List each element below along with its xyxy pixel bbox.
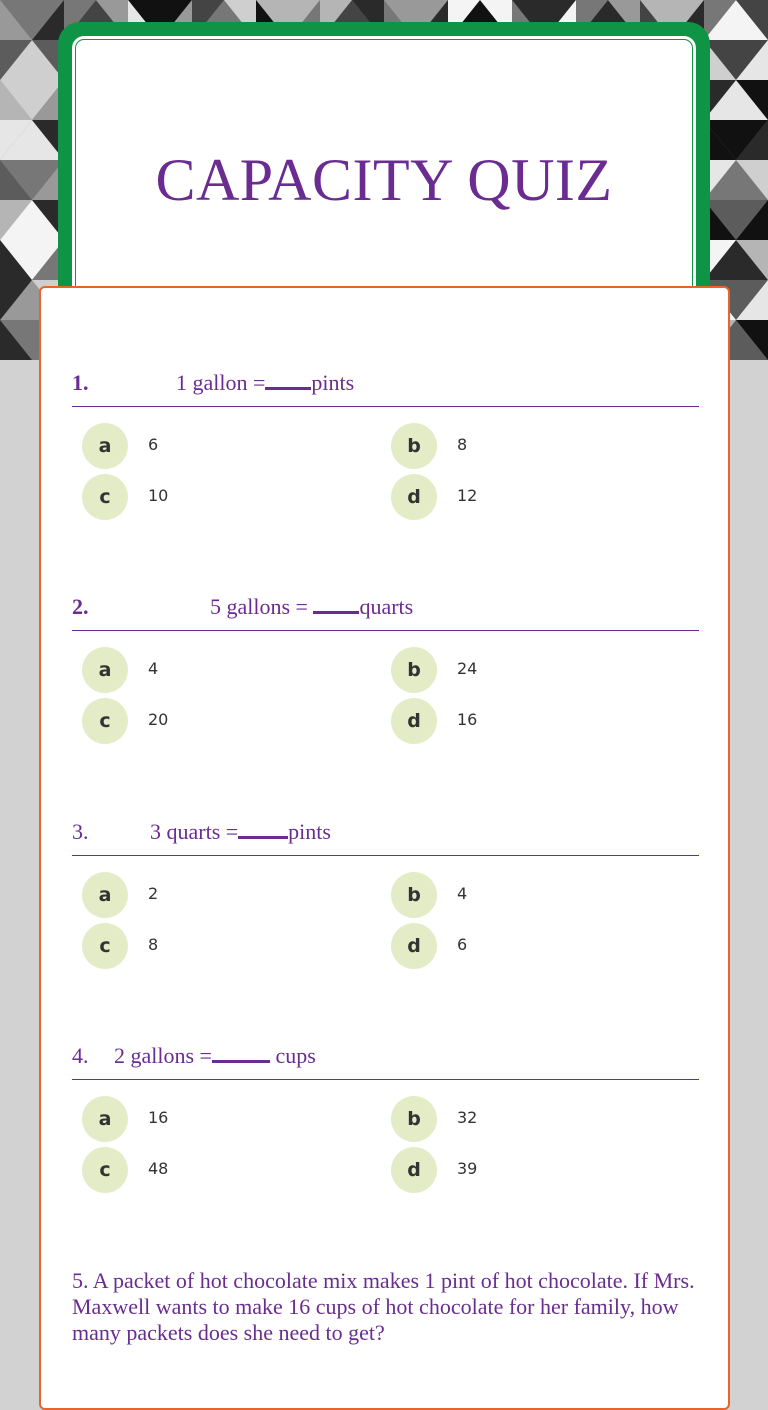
option-value: 16 [148,1108,169,1127]
question-number: 2. [72,594,89,619]
answer-options [72,856,699,966]
answer-options [72,407,699,517]
answer-options [72,1080,699,1190]
option-letter-bubble: b [391,872,437,918]
option-value: 12 [457,486,478,505]
option-letter-bubble: d [391,923,437,969]
quiz-card [39,286,730,1410]
answer-blank [238,822,288,839]
question-1-text [72,370,699,407]
option-value: 16 [457,710,478,729]
question-3 [72,819,699,966]
option-letter-bubble: a [82,1096,128,1142]
option-letter-bubble: b [391,423,437,469]
answer-blank [212,1046,270,1063]
question-number: 4. [72,1043,89,1068]
option-value: 32 [457,1108,478,1127]
option-letter-bubble: d [391,474,437,520]
option-value: 8 [148,935,159,954]
option-value: 48 [148,1159,169,1178]
option-value: 8 [457,435,468,454]
option-value: 4 [148,659,159,678]
question-prompt: 3 quarts = [150,819,239,844]
option-letter-bubble: b [391,1096,437,1142]
answer-blank [313,597,359,614]
question-prompt: 5 gallons = [210,594,314,619]
question-unit: pints [311,370,355,395]
question-number: 1. [72,370,89,395]
option-letter-bubble: b [391,647,437,693]
option-letter-bubble: c [82,474,128,520]
option-value: 24 [457,659,478,678]
option-value: 10 [148,486,169,505]
option-value: 2 [148,884,159,903]
question-unit: quarts [359,594,414,619]
option-value: 6 [148,435,159,454]
question-number: 3. [72,819,89,844]
option-letter-bubble: a [82,423,128,469]
option-letter-bubble: a [82,872,128,918]
option-letter-bubble: c [82,923,128,969]
question-5-text: 5. A packet of hot chocolate mix makes 1 pint of hot chocolate. If Mrs. Maxwell wants to make 16 cups of hot chocolate for her family, how many packets does she need to get? [72,1268,695,1345]
question-4-text [72,1043,699,1080]
question-unit: pints [288,819,331,844]
question-3-text [72,819,699,856]
option-letter-bubble: c [82,1147,128,1193]
question-1 [72,370,699,517]
question-2 [72,594,699,741]
question-2-text [72,594,699,631]
page-title: CAPACITY QUIZ [155,147,613,213]
option-value: 39 [457,1159,478,1178]
option-value: 20 [148,710,169,729]
option-value: 4 [457,884,468,903]
question-prompt: 1 gallon = [176,370,266,395]
option-letter-bubble: d [391,1147,437,1193]
option-value: 6 [457,935,468,954]
option-letter-bubble: d [391,698,437,744]
option-letter-bubble: c [82,698,128,744]
title-card [58,22,710,322]
title-inner-frame [70,34,698,322]
option-letter-bubble: a [82,647,128,693]
answer-options [72,631,699,741]
question-unit: cups [269,1043,316,1068]
question-4 [72,1043,699,1190]
answer-blank [265,373,311,390]
question-prompt: 2 gallons = [114,1043,212,1068]
